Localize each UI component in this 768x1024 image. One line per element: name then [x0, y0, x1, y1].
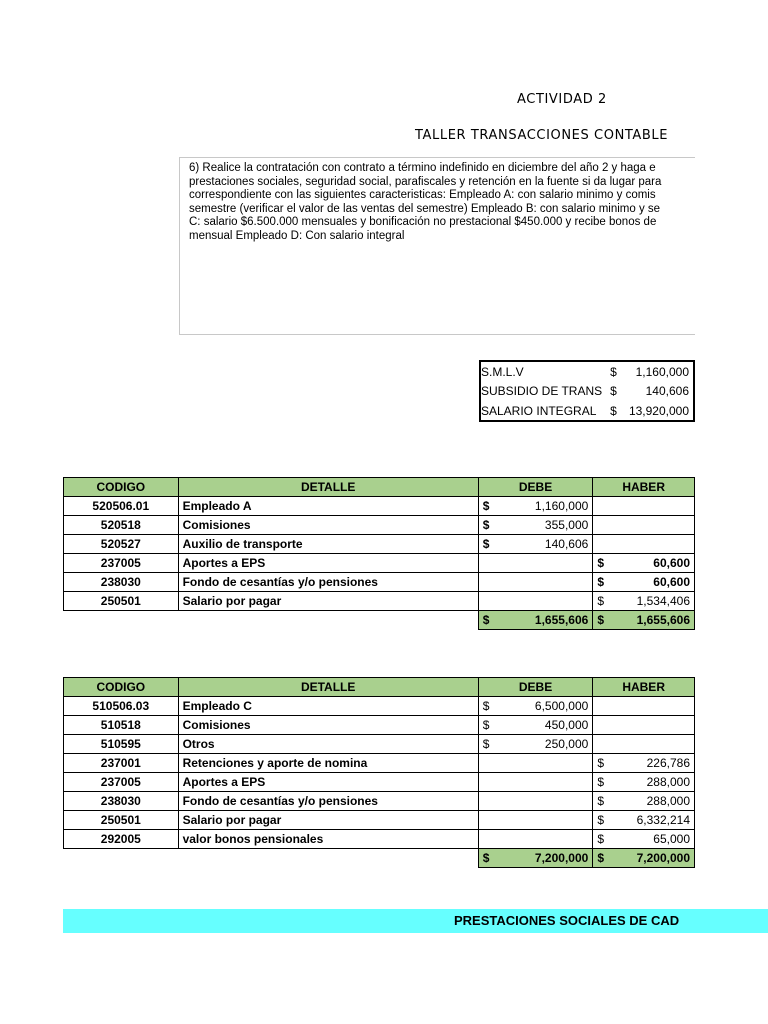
account-detail[interactable]: Retenciones y aporte de nomina [178, 754, 478, 773]
total-debit[interactable] [478, 849, 593, 868]
section-banner [63, 909, 768, 933]
amount: 1,160,000 [635, 364, 689, 379]
total-credit[interactable] [593, 849, 695, 868]
empty-cell [178, 849, 478, 868]
header-codigo: CODIGO [64, 478, 179, 497]
account-code[interactable]: 250501 [64, 592, 179, 611]
reference-row [480, 381, 694, 401]
account-detail[interactable]: Aportes a EPS [178, 554, 478, 573]
amount: 1,534,406 [636, 594, 690, 608]
currency-symbol: $ [482, 737, 490, 751]
currency-symbol: $ [482, 718, 490, 732]
amount-cell[interactable] [593, 697, 695, 716]
currency-symbol: $ [597, 775, 604, 789]
currency-symbol: $ [597, 575, 604, 589]
amount-cell[interactable] [593, 792, 695, 811]
currency-symbol: $ [597, 851, 604, 865]
account-detail[interactable]: Aportes a EPS [178, 773, 478, 792]
total-debit[interactable] [478, 611, 593, 630]
amount-cell[interactable] [593, 573, 695, 592]
header-debe: DEBE [478, 678, 593, 697]
amount-cell[interactable] [593, 716, 695, 735]
amount: 1,655,606 [534, 613, 589, 627]
amount: 355,000 [544, 518, 589, 532]
amount: 140,606 [544, 537, 589, 551]
amount-cell[interactable] [478, 573, 593, 592]
account-code[interactable]: 292005 [64, 830, 179, 849]
amount-cell[interactable] [593, 754, 695, 773]
amount-cell[interactable] [593, 811, 695, 830]
amount: 7,200,000 [636, 851, 690, 865]
account-code[interactable]: 510595 [64, 735, 179, 754]
account-code[interactable]: 510518 [64, 716, 179, 735]
empty-cell [64, 611, 179, 630]
journal-table-2 [63, 677, 695, 868]
header-detalle: DETALLE [178, 678, 478, 697]
journal-table-1 [63, 477, 695, 630]
table-row [64, 754, 695, 773]
table-row [64, 554, 695, 573]
amount-cell[interactable] [478, 535, 593, 554]
header-detalle: DETALLE [178, 478, 478, 497]
workshop-title: TALLER TRANSACCIONES CONTABLE [415, 128, 669, 143]
amount: 1,655,606 [636, 613, 690, 627]
amount-cell[interactable] [478, 792, 593, 811]
account-detail[interactable]: Comisiones [178, 516, 478, 535]
reference-value [606, 401, 694, 421]
amount-cell[interactable] [478, 735, 593, 754]
totals-row [64, 849, 695, 868]
amount: 288,000 [646, 794, 690, 808]
currency-symbol: $ [610, 384, 617, 398]
account-detail[interactable]: Fondo de cesantías y/o pensiones [178, 792, 478, 811]
amount: 60,600 [653, 575, 690, 589]
table-row [64, 735, 695, 754]
amount: 60,600 [653, 556, 690, 570]
header-codigo: CODIGO [64, 678, 179, 697]
table-row [64, 697, 695, 716]
amount: 1,160,000 [534, 499, 589, 513]
instructions-text: 6) Realice la contratación con contrato a término indefinido en diciembre del año 2 y haga e prestaciones sociales, seguridad social, parafiscales y retención en la fuente si da lugar para correspondiente con las siguientes caracteristicas: Empleado A: con salario minimo y comis semestre (verificar el valor de las ventas del semestre) Empleado B: con salario minimo y se C: salario $6.500.000 mensuales y bonificación no prestacional $450.000 y recibe bonos de mensual Empleado D: Con salario integral [189, 162, 662, 242]
header-debe: DEBE [478, 478, 593, 497]
currency-symbol: $ [597, 613, 604, 627]
reference-value [606, 361, 694, 381]
amount: 7,200,000 [534, 851, 589, 865]
currency-symbol: $ [597, 556, 604, 570]
amount-cell[interactable] [593, 497, 695, 516]
table-row [64, 773, 695, 792]
total-credit[interactable] [593, 611, 695, 630]
currency-symbol: $ [482, 613, 490, 627]
reference-row [480, 401, 694, 421]
amount-cell[interactable] [593, 535, 695, 554]
amount: 13,920,000 [628, 403, 689, 418]
amount-cell[interactable] [478, 697, 593, 716]
amount-cell[interactable] [593, 773, 695, 792]
amount-cell[interactable] [478, 497, 593, 516]
amount: 65,000 [653, 832, 690, 846]
amount-cell[interactable] [478, 592, 593, 611]
amount-cell[interactable] [478, 773, 593, 792]
table-row [64, 535, 695, 554]
currency-symbol: $ [610, 403, 617, 418]
currency-symbol: $ [597, 594, 604, 608]
table-row [64, 573, 695, 592]
currency-symbol: $ [482, 851, 490, 865]
amount-cell[interactable] [478, 754, 593, 773]
reference-row [480, 361, 694, 381]
account-detail[interactable]: Fondo de cesantías y/o pensiones [178, 573, 478, 592]
table-row [64, 592, 695, 611]
amount-cell[interactable] [478, 716, 593, 735]
currency-symbol: $ [597, 813, 604, 827]
account-code[interactable]: 237005 [64, 773, 179, 792]
table-header-row [64, 478, 695, 497]
currency-symbol: $ [597, 794, 604, 808]
currency-symbol: $ [597, 756, 604, 770]
account-detail[interactable]: Empleado C [178, 697, 478, 716]
amount: 226,786 [646, 756, 690, 770]
amount-cell[interactable] [593, 554, 695, 573]
account-code[interactable]: 250501 [64, 811, 179, 830]
activity-title: ACTIVIDAD 2 [517, 92, 607, 107]
amount: 140,606 [645, 384, 689, 398]
amount-cell[interactable] [478, 554, 593, 573]
instructions-textbox[interactable] [179, 157, 695, 335]
table-row [64, 516, 695, 535]
account-code[interactable]: 520518 [64, 516, 179, 535]
table-row [64, 497, 695, 516]
account-code[interactable]: 520506.01 [64, 497, 179, 516]
account-detail[interactable]: Comisiones [178, 716, 478, 735]
account-detail[interactable]: valor bonos pensionales [178, 830, 478, 849]
amount-cell[interactable] [593, 592, 695, 611]
currency-symbol: $ [482, 537, 490, 551]
amount-cell[interactable] [478, 516, 593, 535]
account-detail[interactable]: Auxilio de transporte [178, 535, 478, 554]
currency-symbol: $ [597, 832, 604, 846]
reference-label: SALARIO INTEGRAL [481, 403, 597, 418]
amount-cell[interactable] [478, 811, 593, 830]
totals-row [64, 611, 695, 630]
amount-cell[interactable] [478, 830, 593, 849]
amount-cell[interactable] [593, 735, 695, 754]
header-haber: HABER [593, 678, 695, 697]
account-code[interactable]: 237001 [64, 754, 179, 773]
account-detail[interactable]: Empleado A [178, 497, 478, 516]
table-row [64, 811, 695, 830]
reference-values-table [479, 360, 695, 422]
empty-cell [178, 611, 478, 630]
amount-cell[interactable] [593, 516, 695, 535]
amount: 450,000 [544, 718, 589, 732]
reference-value [606, 381, 694, 401]
reference-label: SUBSIDIO DE TRANS [481, 384, 603, 398]
table-row [64, 716, 695, 735]
amount: 250,000 [544, 737, 589, 751]
amount: 288,000 [646, 775, 690, 789]
currency-symbol: $ [482, 518, 490, 532]
currency-symbol: $ [482, 699, 490, 713]
currency-symbol: $ [482, 499, 490, 513]
currency-symbol: $ [610, 364, 617, 379]
account-code[interactable]: 237005 [64, 554, 179, 573]
table-row [64, 830, 695, 849]
header-haber: HABER [593, 478, 695, 497]
amount: 6,332,214 [636, 813, 690, 827]
amount: 6,500,000 [534, 699, 589, 713]
account-detail[interactable]: Otros [178, 735, 478, 754]
account-code[interactable]: 520527 [64, 535, 179, 554]
account-code[interactable]: 238030 [64, 573, 179, 592]
account-detail[interactable]: Salario por pagar [178, 811, 478, 830]
empty-cell [64, 849, 179, 868]
amount-cell[interactable] [593, 830, 695, 849]
reference-label: S.M.L.V [481, 364, 524, 379]
account-detail[interactable]: Salario por pagar [178, 592, 478, 611]
banner-title: PRESTACIONES SOCIALES DE CAD [454, 913, 680, 928]
table-header-row [64, 678, 695, 697]
account-code[interactable]: 510506.03 [64, 697, 179, 716]
table-row [64, 792, 695, 811]
account-code[interactable]: 238030 [64, 792, 179, 811]
